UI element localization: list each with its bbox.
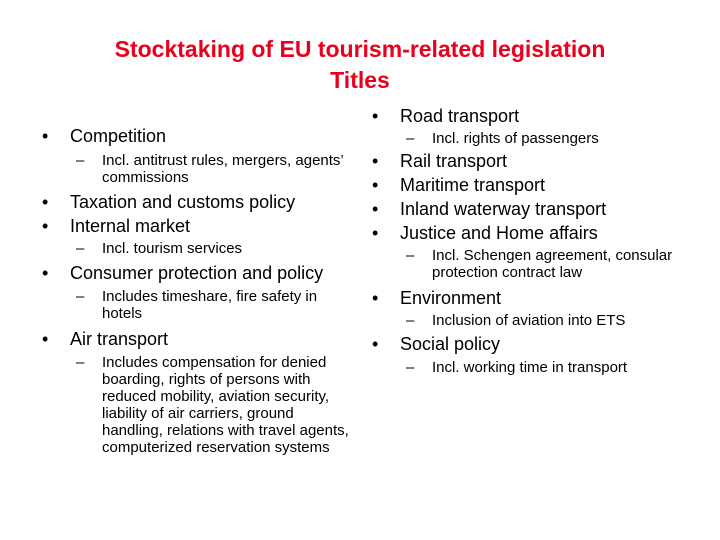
list-item-justice-home-affairs xyxy=(368,223,708,243)
bullet-icon: • xyxy=(372,175,379,195)
bullet-icon: • xyxy=(372,199,379,219)
list-item-label: Inland waterway transport xyxy=(400,199,607,219)
dash-icon: – xyxy=(406,247,415,264)
sub-item-text: Includes compensation for denied boarding, rights of persons with reduced mobility, aviation security, liability of air carriers, ground handling, relations with travel agents, computerized reservation systems xyxy=(102,354,349,456)
bullet-icon: • xyxy=(42,192,49,212)
title-line-1: Stocktaking of EU tourism-related legislation xyxy=(114,36,606,62)
dash-icon: – xyxy=(406,359,415,376)
list-item-label: Social policy xyxy=(400,334,501,354)
right-column xyxy=(368,106,708,376)
bullet-icon: • xyxy=(42,216,49,236)
list-item-rail-transport xyxy=(368,151,708,171)
sub-item-text: Incl. tourism services xyxy=(102,240,243,257)
sub-item-text: Incl. working time in transport xyxy=(432,359,628,376)
list-item-air-transport xyxy=(38,329,358,349)
sub-item xyxy=(368,130,708,147)
sub-item-text: Includes timeshare, fire safety in hotels xyxy=(102,288,318,322)
sub-item xyxy=(38,240,358,257)
sub-item-text: Inclusion of aviation into ETS xyxy=(432,312,626,329)
list-item-inland-waterway-transport xyxy=(368,199,708,219)
list-item-label: Rail transport xyxy=(400,151,508,171)
bullet-icon: • xyxy=(372,106,379,126)
list-item-maritime-transport xyxy=(368,175,708,195)
bullet-icon: • xyxy=(42,263,49,283)
bullet-icon: • xyxy=(372,288,379,308)
list-item-taxation xyxy=(38,192,358,212)
dash-icon: – xyxy=(406,130,415,147)
bullet-icon: • xyxy=(42,126,49,146)
list-item-social-policy xyxy=(368,334,708,354)
list-item-internal-market xyxy=(38,216,358,236)
sub-item xyxy=(368,247,708,281)
bullet-icon: • xyxy=(372,334,379,354)
list-item-competition xyxy=(38,126,358,146)
dash-icon: – xyxy=(76,240,85,257)
sub-item xyxy=(38,152,358,186)
sub-item-text: Incl. antitrust rules, mergers, agents’ commissions xyxy=(102,152,344,186)
list-item-label: Air transport xyxy=(70,329,169,349)
list-item-label: Internal market xyxy=(70,216,191,236)
left-column xyxy=(38,126,358,456)
bullet-icon: • xyxy=(372,223,379,243)
list-item-label: Environment xyxy=(400,288,502,308)
list-item-environment xyxy=(368,288,708,308)
sub-item xyxy=(368,359,708,376)
list-item-label: Justice and Home affairs xyxy=(400,223,598,243)
dash-icon: – xyxy=(76,354,85,371)
bullet-icon: • xyxy=(372,151,379,171)
dash-icon: – xyxy=(406,312,415,329)
list-item-label: Consumer protection and policy xyxy=(70,263,324,283)
title-line-2: Titles xyxy=(330,67,390,93)
list-item-label: Road transport xyxy=(400,106,520,126)
dash-icon: – xyxy=(76,152,85,169)
list-item-label: Maritime transport xyxy=(400,175,546,195)
sub-item xyxy=(38,354,358,456)
list-item-label: Taxation and customs policy xyxy=(70,192,296,212)
bullet-icon: • xyxy=(42,329,49,349)
list-item-consumer-protection xyxy=(38,263,358,283)
dash-icon: – xyxy=(76,288,85,305)
sub-item xyxy=(368,312,708,329)
list-item-road-transport xyxy=(368,106,708,126)
list-item-label: Competition xyxy=(70,126,167,146)
sub-item-text: Incl. rights of passengers xyxy=(432,130,599,147)
sub-item xyxy=(38,288,358,322)
slide-title xyxy=(0,34,720,96)
sub-item-text: Incl. Schengen agreement, consular protection contract law xyxy=(432,247,673,281)
